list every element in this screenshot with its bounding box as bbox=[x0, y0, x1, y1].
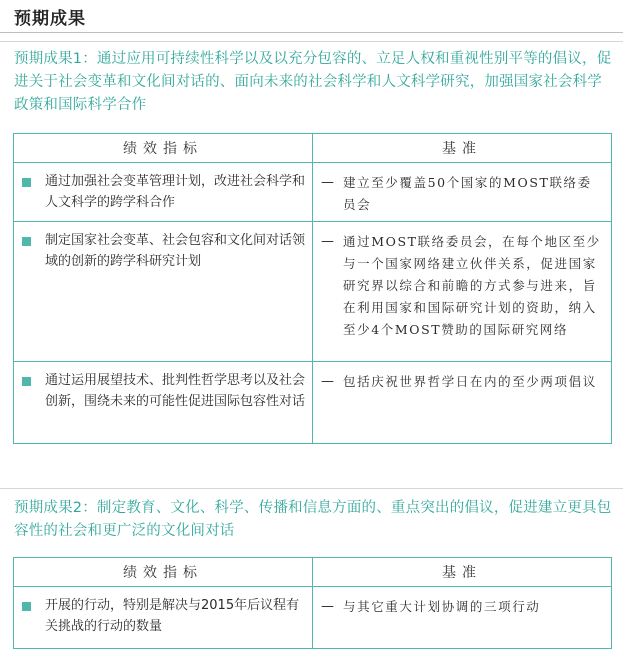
dash-marker: — bbox=[321, 599, 334, 614]
table-row bbox=[14, 587, 612, 649]
indicator-text: 开展的行动，特别是解决与2015年后议程有关挑战的行动的数量 bbox=[45, 598, 300, 634]
benchmark-cell bbox=[313, 362, 612, 444]
indicator-text: 通过加强社会变革管理计划，改进社会科学和人文科学的跨学科合作 bbox=[45, 174, 306, 210]
dash-marker: — bbox=[321, 234, 334, 249]
table-row bbox=[14, 163, 612, 222]
indicator-text: 通过运用展望技术、批判性哲学思考以及社会创新，围绕未来的可能性促进国际包容性对话 bbox=[45, 373, 306, 409]
dash-marker: — bbox=[321, 175, 334, 190]
indicator-cell bbox=[14, 362, 313, 444]
benchmark-text: 通过MOST联络委员会，在每个地区至少与一个国家网络建立伙伴关系，促进国家研究界以综合和前瞻的方式参与进来，旨在利用国家和国际研究计划的资助，纳入至少4个MOST赞助的国际研究网络 bbox=[343, 234, 601, 337]
indicator-cell bbox=[14, 222, 313, 362]
table-row bbox=[14, 222, 612, 362]
title-divider bbox=[0, 32, 623, 33]
outcome-1-heading: 预期成果1：通过应用可持续性科学以及以充分包容的、立足人权和重视性别平等的倡议，促进关于社会变革和文化间对话的、面向未来的社会科学和人文科学研究，加强国家社会科学政策和国际科学合作 bbox=[14, 51, 612, 113]
section-divider bbox=[0, 488, 623, 489]
page-title: 预期成果 bbox=[14, 9, 86, 29]
benchmark-text: 与其它重大计划协调的三项行动 bbox=[343, 599, 541, 614]
dash-marker: — bbox=[321, 374, 334, 389]
square-bullet-icon bbox=[22, 602, 31, 611]
indicator-text: 制定国家社会变革、社会包容和文化间对话领域的创新的跨学科研究计划 bbox=[45, 233, 306, 269]
section-divider bbox=[0, 41, 623, 42]
benchmark-cell bbox=[313, 587, 612, 649]
outcome-1-table bbox=[13, 133, 612, 444]
outcome-2-heading: 预期成果2：制定教育、文化、科学、传播和信息方面的、重点突出的倡议，促进建立更具包容性的社会和更广泛的文化间对话 bbox=[14, 500, 612, 539]
square-bullet-icon bbox=[22, 178, 31, 187]
benchmark-text: 建立至少覆盖50个国家的MOST联络委员会 bbox=[343, 175, 592, 212]
benchmark-cell bbox=[313, 222, 612, 362]
square-bullet-icon bbox=[22, 377, 31, 386]
benchmark-column-header: 基准 bbox=[313, 134, 612, 163]
benchmark-cell bbox=[313, 163, 612, 222]
square-bullet-icon bbox=[22, 237, 31, 246]
benchmark-text: 包括庆祝世界哲学日在内的至少两项倡议 bbox=[343, 374, 597, 389]
indicator-cell bbox=[14, 163, 313, 222]
table-row bbox=[14, 362, 612, 444]
benchmark-column-header: 基准 bbox=[313, 558, 612, 587]
outcome-2-table bbox=[13, 557, 612, 649]
indicator-cell bbox=[14, 587, 313, 649]
indicator-column-header: 绩效指标 bbox=[14, 558, 313, 587]
indicator-column-header: 绩效指标 bbox=[14, 134, 313, 163]
